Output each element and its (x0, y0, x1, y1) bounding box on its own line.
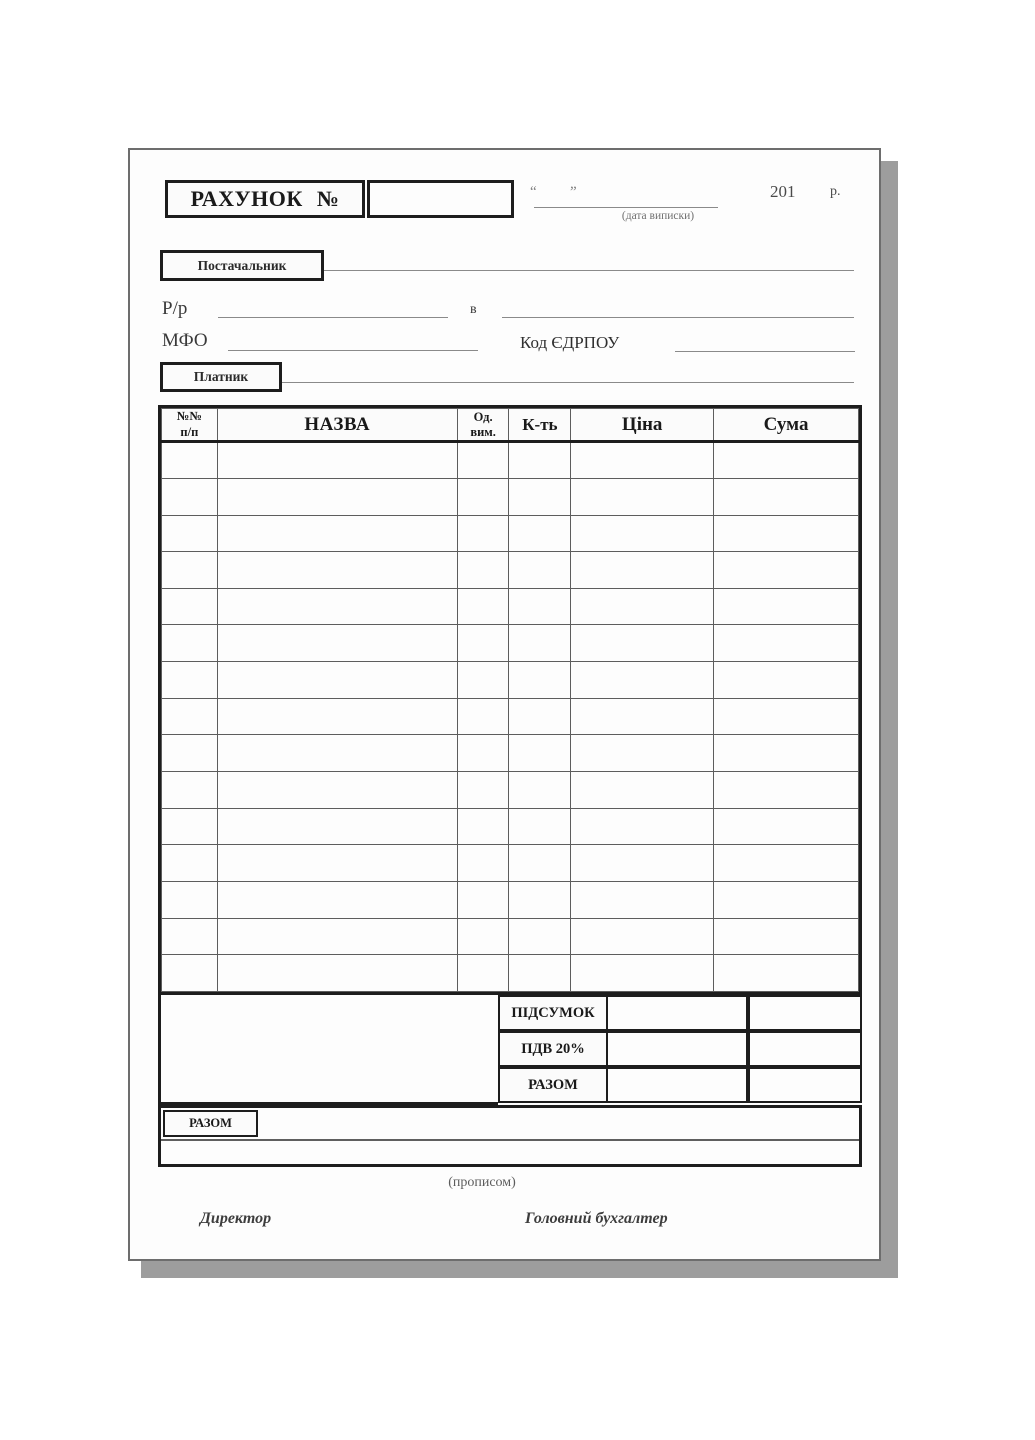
amount-in-words-input[interactable] (163, 1141, 857, 1164)
table-header-row (162, 409, 859, 442)
table-row (162, 625, 859, 662)
supplier-input[interactable] (324, 270, 854, 271)
table-cell-price[interactable] (571, 772, 714, 809)
table-cell-qty[interactable] (509, 588, 571, 625)
table-cell-name[interactable] (217, 735, 457, 772)
table-cell-name[interactable] (217, 772, 457, 809)
table-cell-qty[interactable] (509, 918, 571, 955)
table-cell-unit[interactable] (457, 845, 509, 882)
table-row (162, 588, 859, 625)
column-header-no-line1: №№ (176, 409, 202, 423)
date-quote-open: “ (530, 184, 537, 200)
totals-blank-area (158, 995, 498, 1105)
footer-total-label-text: РАЗОМ (189, 1116, 232, 1130)
grandtotal-value[interactable] (748, 1067, 862, 1103)
table-row (162, 442, 859, 479)
table-cell-qty[interactable] (509, 625, 571, 662)
supplier-label-box (160, 250, 324, 281)
table-cell-sum[interactable] (714, 588, 859, 625)
table-cell-name[interactable] (217, 918, 457, 955)
edrpou-input[interactable] (675, 351, 855, 352)
date-month-input[interactable] (598, 207, 718, 208)
table-cell-qty[interactable] (509, 881, 571, 918)
table-cell-qty[interactable] (509, 698, 571, 735)
table-cell-sum[interactable] (714, 881, 859, 918)
table-cell-no[interactable] (162, 881, 218, 918)
table-cell-sum[interactable] (714, 442, 859, 479)
table-cell-name[interactable] (217, 552, 457, 589)
table-cell-name[interactable] (217, 955, 457, 992)
table-cell-unit[interactable] (457, 772, 509, 809)
footer-total-label (163, 1110, 258, 1137)
number-symbol: № (316, 186, 340, 211)
table-cell-no[interactable] (162, 625, 218, 662)
supplier-label: Постачальник (197, 257, 287, 273)
table-cell-unit[interactable] (457, 552, 509, 589)
table-cell-unit[interactable] (457, 515, 509, 552)
table-cell-name[interactable] (217, 881, 457, 918)
table-cell-price[interactable] (571, 808, 714, 845)
column-header-no (162, 409, 218, 442)
table-cell-sum[interactable] (714, 735, 859, 772)
year-prefix: 201 (770, 182, 796, 201)
table-cell-unit[interactable] (457, 735, 509, 772)
line-items-table (158, 405, 862, 995)
table-cell-name[interactable] (217, 442, 457, 479)
column-header-unit-line1: Од. (473, 409, 493, 424)
table-cell-no[interactable] (162, 772, 218, 809)
table-cell-sum[interactable] (714, 772, 859, 809)
table-cell-price[interactable] (571, 515, 714, 552)
grandtotal-label (498, 1067, 608, 1103)
column-header-name-line1: НАЗВА (304, 413, 371, 435)
page-title: РАХУНОК (190, 186, 303, 211)
table-cell-no[interactable] (162, 808, 218, 845)
grandtotal-label-text: РАЗОМ (528, 1076, 578, 1093)
table-cell-no[interactable] (162, 955, 218, 992)
table-cell-qty[interactable] (509, 662, 571, 699)
table-cell-name[interactable] (217, 808, 457, 845)
bank-input[interactable] (502, 317, 854, 318)
table-cell-sum[interactable] (714, 845, 859, 882)
table-cell-qty[interactable] (509, 808, 571, 845)
table-row (162, 808, 859, 845)
date-caption: (дата виписки) (621, 210, 695, 222)
table-cell-sum[interactable] (714, 552, 859, 589)
subtotal-label-text: ПІДСУМОК (511, 1004, 595, 1021)
table-cell-unit[interactable] (457, 955, 509, 992)
column-header-no-line2: п/п (180, 424, 199, 439)
totals-section (158, 995, 862, 1105)
table-cell-qty[interactable] (509, 772, 571, 809)
table-cell-qty[interactable] (509, 955, 571, 992)
in-words-caption: (прописом) (448, 1175, 516, 1190)
table-cell-name[interactable] (217, 515, 457, 552)
year-suffix: р. (830, 184, 841, 199)
table-cell-price[interactable] (571, 881, 714, 918)
table-cell-unit[interactable] (457, 625, 509, 662)
table-cell-qty[interactable] (509, 552, 571, 589)
table-row (162, 845, 859, 882)
date-day-input[interactable] (534, 207, 598, 208)
table-cell-name[interactable] (217, 625, 457, 662)
grandtotal-mid-cell (608, 1067, 748, 1103)
table-cell-sum[interactable] (714, 478, 859, 515)
table-row (162, 881, 859, 918)
account-input[interactable] (218, 317, 448, 318)
table-row (162, 735, 859, 772)
invoice-title-box (165, 180, 365, 218)
table-cell-qty[interactable] (509, 442, 571, 479)
vat-value[interactable] (748, 1031, 862, 1067)
table-cell-price[interactable] (571, 662, 714, 699)
table-cell-price[interactable] (571, 735, 714, 772)
table-cell-price[interactable] (571, 698, 714, 735)
subtotal-value[interactable] (748, 995, 862, 1031)
table-row (162, 515, 859, 552)
table-cell-no[interactable] (162, 735, 218, 772)
bank-preposition: в (470, 302, 477, 317)
table-cell-no[interactable] (162, 515, 218, 552)
vat-mid-cell (608, 1031, 748, 1067)
table-row (162, 918, 859, 955)
column-header-unit (457, 409, 509, 442)
column-header-unit-line2: вим. (470, 424, 496, 439)
invoice-number-input[interactable] (367, 180, 514, 218)
payer-input[interactable] (282, 382, 854, 383)
table-row (162, 662, 859, 699)
table-row (162, 698, 859, 735)
table-row (162, 955, 859, 992)
table-cell-name[interactable] (217, 588, 457, 625)
mfo-input[interactable] (228, 350, 478, 351)
invoice-form-sheet (128, 148, 881, 1261)
table-cell-sum[interactable] (714, 698, 859, 735)
table-cell-no[interactable] (162, 662, 218, 699)
table-cell-unit[interactable] (457, 442, 509, 479)
table-cell-sum[interactable] (714, 808, 859, 845)
table-cell-unit[interactable] (457, 881, 509, 918)
table-cell-price[interactable] (571, 588, 714, 625)
table-cell-unit[interactable] (457, 588, 509, 625)
table-body (162, 442, 859, 992)
table-cell-no[interactable] (162, 552, 218, 589)
payer-label-box (160, 362, 282, 392)
table-cell-price[interactable] (571, 442, 714, 479)
table-cell-qty[interactable] (509, 735, 571, 772)
column-header-quantity (509, 409, 571, 442)
table-cell-price[interactable] (571, 552, 714, 589)
amount-in-words-section (158, 1105, 862, 1167)
table-cell-no[interactable] (162, 442, 218, 479)
table-cell-unit[interactable] (457, 808, 509, 845)
vat-label (498, 1031, 608, 1067)
table-cell-sum[interactable] (714, 955, 859, 992)
table-cell-name[interactable] (217, 662, 457, 699)
footer-total-value[interactable] (260, 1110, 857, 1137)
table-cell-qty[interactable] (509, 478, 571, 515)
director-signature-label: Директор (200, 1210, 272, 1227)
table-cell-no[interactable] (162, 588, 218, 625)
table-cell-no[interactable] (162, 845, 218, 882)
date-quote-close: ” (570, 184, 577, 200)
table-cell-sum[interactable] (714, 515, 859, 552)
table-cell-unit[interactable] (457, 698, 509, 735)
column-header-name (217, 409, 457, 442)
column-header-sum (714, 409, 859, 442)
table-cell-price[interactable] (571, 478, 714, 515)
table-cell-unit[interactable] (457, 918, 509, 955)
column-header-quantity-line1: К-ть (522, 414, 558, 434)
table-cell-price[interactable] (571, 625, 714, 662)
table-row (162, 478, 859, 515)
subtotal-label (498, 995, 608, 1031)
vat-label-text: ПДВ 20% (521, 1040, 585, 1057)
table-cell-no[interactable] (162, 698, 218, 735)
table-cell-sum[interactable] (714, 625, 859, 662)
table-cell-name[interactable] (217, 478, 457, 515)
table-cell-sum[interactable] (714, 918, 859, 955)
table-cell-name[interactable] (217, 698, 457, 735)
accountant-signature-label: Головний бухгалтер (525, 1210, 668, 1227)
table-row (162, 552, 859, 589)
mfo-label: МФО (162, 330, 208, 351)
edrpou-label: Код ЄДРПОУ (520, 333, 620, 352)
table-cell-qty[interactable] (509, 515, 571, 552)
table-cell-sum[interactable] (714, 662, 859, 699)
table-row (162, 772, 859, 809)
table-cell-qty[interactable] (509, 845, 571, 882)
column-header-price-line1: Ціна (621, 413, 663, 435)
table-cell-price[interactable] (571, 955, 714, 992)
table-cell-price[interactable] (571, 845, 714, 882)
subtotal-mid-cell (608, 995, 748, 1031)
account-label: Р/р (162, 298, 188, 319)
table-cell-price[interactable] (571, 918, 714, 955)
table-cell-unit[interactable] (457, 662, 509, 699)
payer-label: Платник (193, 369, 249, 384)
table-cell-no[interactable] (162, 478, 218, 515)
table-cell-name[interactable] (217, 845, 457, 882)
table-cell-unit[interactable] (457, 478, 509, 515)
table-cell-no[interactable] (162, 918, 218, 955)
column-header-sum-line1: Сума (763, 413, 809, 435)
column-header-price (571, 409, 714, 442)
